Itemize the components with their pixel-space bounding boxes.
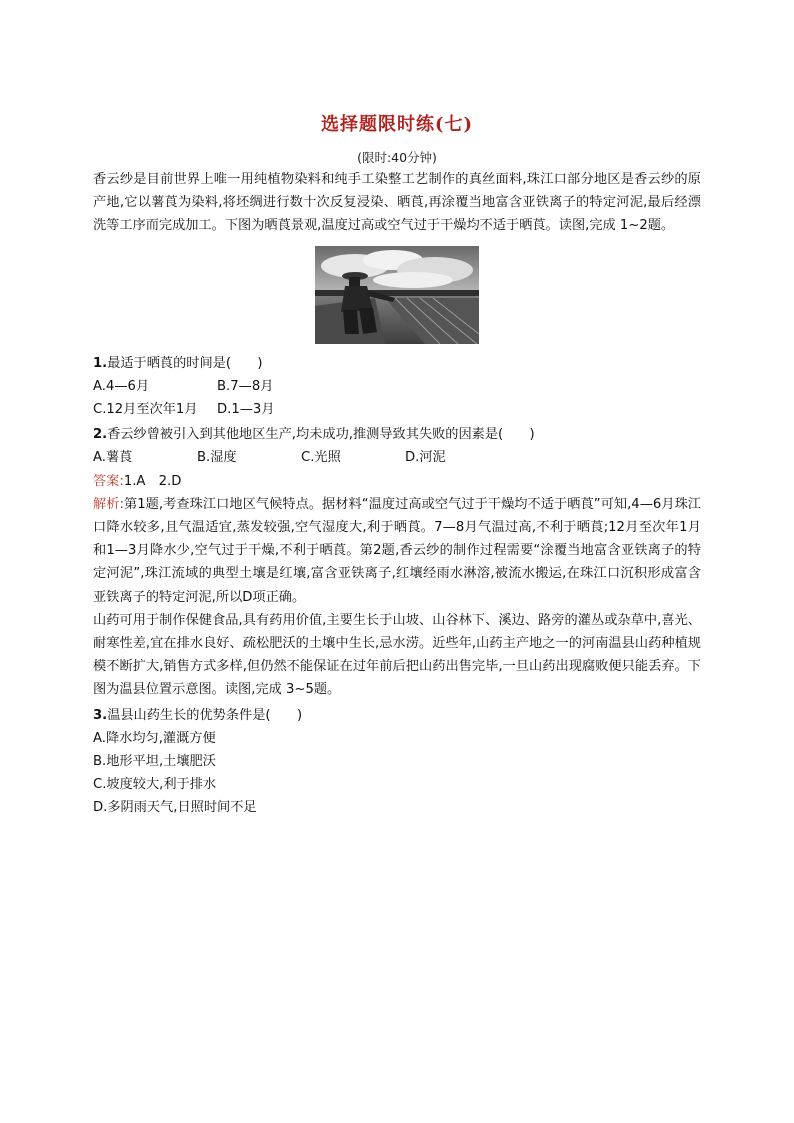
q1-option-a: A.4—6月 [93,378,150,394]
q3-option-a: A.降水均匀,灌溉方便 [93,730,216,746]
passage-2: 山药可用于制作保健食品,具有药用价值,主要生长于山坡、山谷林下、溪边、路旁的灌丛或杂草中,喜光、耐寒性差,宜在排水良好、疏松肥沃的土壤中生长,忌水涝。近些年,山药主产地之一的河南温县山药种植规模不断扩大,销售方式多样,但仍然不能保证在过年前后把山药出售完毕,一旦山药出现腐败便只能丢弃。下图为温县位置示意图。读图,完成 3~5题。 [93,612,701,698]
analysis-text: 第1题,考查珠江口地区气候特点。据材料“温度过高或空气过于干燥均不适于晒莨”可知,4—6月珠江口降水较多,且气温适宜,蒸发较强,空气湿度大,利于晒莨。7—8月气温过高,不利于晒莨;12月至次年1月和1—3月降水少,空气过于干燥,不利于晒莨。第2题,香云纱的制作过程需要“涂覆当地富含亚铁离子的特定河泥”,珠江流域的典型土壤是红壤,富含亚铁离子,红壤经雨水淋溶,被流水搬运,在珠江口沉积形成富含亚铁离子的特定河泥,所以D项正确。 [93,496,701,605]
page-title: 选择题限时练(七) [320,114,474,135]
question-2 [93,423,701,446]
analysis-paragraph [93,493,701,609]
question-2-options [93,446,701,469]
question-3 [93,704,701,727]
time-limit: (限时:40分钟) [357,150,437,165]
question-1-stem: 最适于晒莨的时间是( ) [107,355,263,371]
q2-option-d: D.河泥 [405,450,446,466]
question-1-number: 1. [93,355,108,371]
q2-option-c: C.光照 [301,450,341,466]
question-2-stem: 香云纱曾被引入到其他地区生产,均未成功,推测导致其失败的因素是( ) [107,427,535,443]
drying-scene-photo [315,246,479,344]
q3-option-d: D.多阴雨天气,日照时间不足 [93,800,257,816]
answer-text: 1.A 2.D [123,473,182,489]
question-1-options-row2 [93,398,701,421]
question-3-number: 3. [93,707,108,723]
q1-option-c: C.12月至次年1月 [93,402,198,418]
q1-option-d: D.1—3月 [217,402,275,418]
question-2-number: 2. [93,427,108,443]
analysis-label: 解析: [93,496,124,512]
answer-label: 答案: [93,473,124,489]
photo-graphic [315,246,479,344]
answer-line [93,470,701,493]
q1-option-b: B.7—8月 [217,378,274,394]
content-body [93,168,701,820]
question-3-stem: 温县山药生长的优势条件是( ) [107,707,303,723]
question-1 [93,352,701,375]
question-1-options-row1 [93,375,701,398]
q2-option-a: A.薯莨 [93,450,133,466]
q3-option-b: B.地形平坦,土壤肥沃 [93,754,216,770]
q3-option-c: C.坡度较大,利于排水 [93,777,217,793]
figure-container [93,240,701,350]
q2-option-b: B.湿度 [197,450,237,466]
passage-1: 香云纱是目前世界上唯一用纯植物染料和纯手工染整工艺制作的真丝面料,珠江口部分地区是香云纱的原产地,它以薯莨为染料,将坯绸进行数十次反复浸染、晒莨,再涂覆当地富含亚铁离子的特定河泥,最后经漂洗等工序而完成加工。下图为晒莨景观,温度过高或空气过于干燥均不适于晒莨。读图,完成 1~2题。 [93,172,701,234]
